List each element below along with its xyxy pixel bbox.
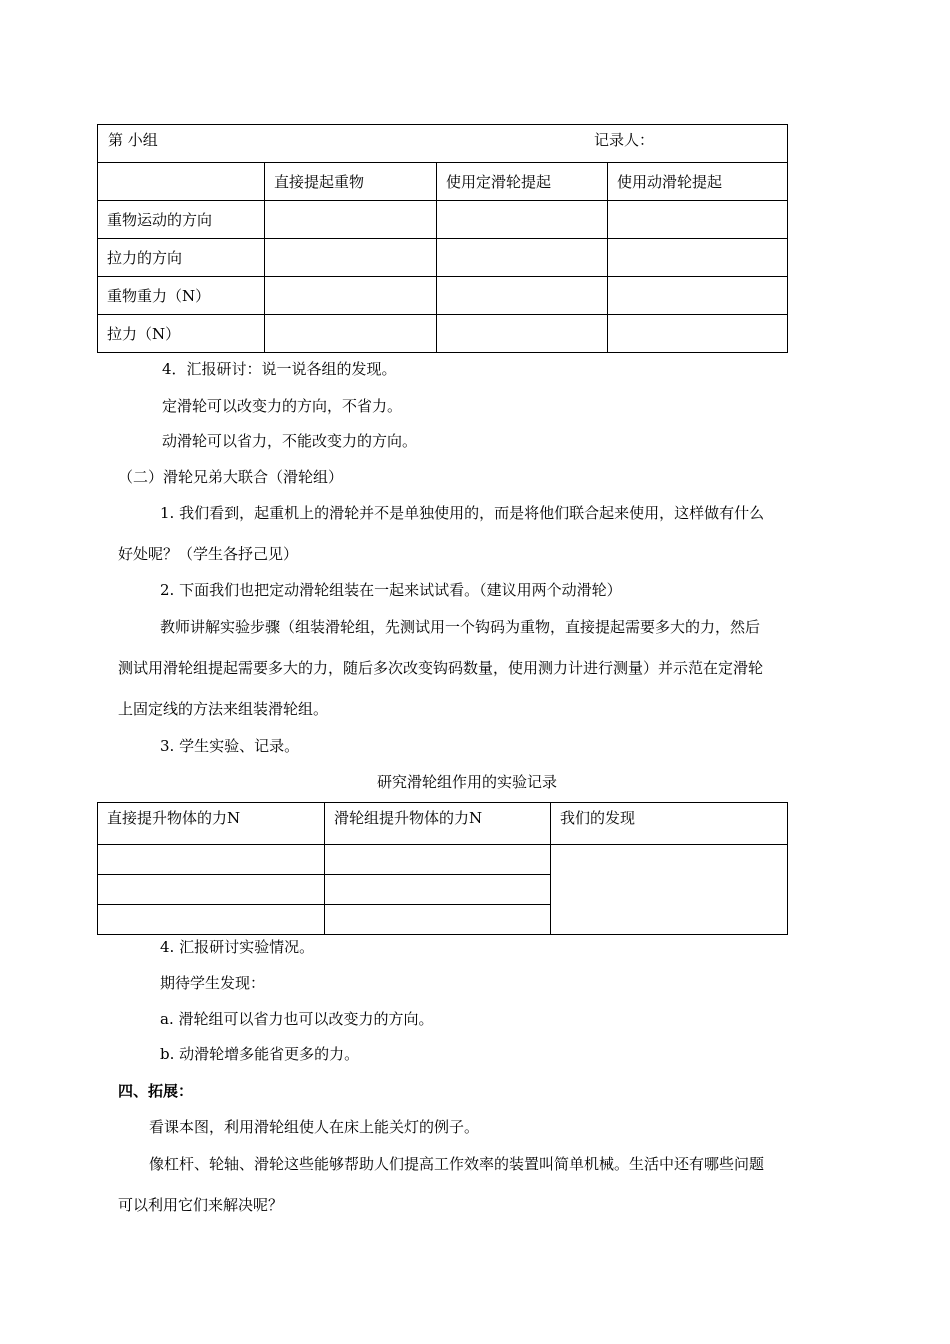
paragraph: 上固定线的方法来组装滑轮组。 [118,700,329,718]
paragraph: 3. 学生实验、记录。 [160,737,300,755]
empty-cell [265,201,437,239]
row-label: 拉力（N） [98,315,265,353]
paragraph: 像杠杆、轮轴、滑轮这些能够帮助人们提高工作效率的装置叫简单机械。生活中还有哪些问题 [149,1155,765,1173]
empty-cell [265,277,437,315]
empty-cell [437,239,608,277]
row-label: 重物运动的方向 [98,201,265,239]
pulley-group-record-table [97,802,788,935]
observation-table [97,124,788,353]
row-label: 重物重力（N） [98,277,265,315]
table1-header-cell: 直接提起重物 [265,163,437,201]
empty-cell [608,201,788,239]
paragraph: 定滑轮可以改变力的方向，不省力。 [162,397,403,415]
empty-cell [98,875,325,905]
empty-cell [608,239,788,277]
table1-header-cell [98,163,265,201]
table1-header-cell: 使用定滑轮提起 [437,163,608,201]
paragraph: 2. 下面我们也把定动滑轮组装在一起来试试看。（建议用两个动滑轮） [160,581,622,599]
table-row [98,845,788,875]
table-title: 研究滑轮组作用的实验记录 [377,773,558,791]
paragraph: 4．汇报研讨：说一说各组的发现。 [162,360,397,378]
empty-cell [265,315,437,353]
table1-header-cell: 使用动滑轮提起 [608,163,788,201]
paragraph: 1. 我们看到，起重机上的滑轮并不是单独使用的，而是将他们联合起来使用，这样做有什么 [160,504,765,522]
table2-header-cell: 滑轮组提升物体的力N [325,803,551,845]
empty-cell [325,845,551,875]
empty-cell [98,845,325,875]
paragraph: 测试用滑轮组提起需要多大的力，随后多次改变钩码数量，使用测力计进行测量）并示范在定滑轮 [118,659,764,677]
table-row [98,315,788,353]
empty-cell [437,315,608,353]
empty-cell [608,315,788,353]
table-row [98,201,788,239]
paragraph: 期待学生发现： [160,974,266,992]
row-label: 拉力的方向 [98,239,265,277]
empty-cell [437,277,608,315]
recorder-label: 记录人： [594,131,655,149]
empty-cell [325,875,551,905]
paragraph: 看课本图，利用滑轮组使人在床上能关灯的例子。 [149,1118,480,1136]
paragraph: a. 滑轮组可以省力也可以改变力的方向。 [160,1010,434,1028]
paragraph: b. 动滑轮增多能省更多的力。 [160,1045,360,1063]
empty-cell [265,239,437,277]
paragraph: 可以利用它们来解决呢？ [118,1196,284,1214]
table2-header-cell: 直接提升物体的力N [98,803,325,845]
table2-header-cell: 我们的发现 [551,803,788,845]
paragraph: 4. 汇报研讨实验情况。 [160,938,315,956]
paragraph: 教师讲解实验步骤（组装滑轮组，先测试用一个钩码为重物，直接提起需要多大的力，然后 [160,618,761,636]
empty-cell [98,905,325,935]
empty-cell [325,905,551,935]
table-row [98,239,788,277]
section-heading: 四、拓展： [118,1082,194,1100]
empty-cell [437,201,608,239]
paragraph: 好处呢？（学生各抒己见） [118,545,299,563]
findings-cell [551,845,788,935]
table1-group-row [98,125,788,163]
section-heading: （二）滑轮兄弟大联合（滑轮组） [118,468,344,486]
table-row [98,277,788,315]
paragraph: 动滑轮可以省力，不能改变力的方向。 [162,432,418,450]
empty-cell [608,277,788,315]
group-label: 第 小组 [108,131,158,149]
